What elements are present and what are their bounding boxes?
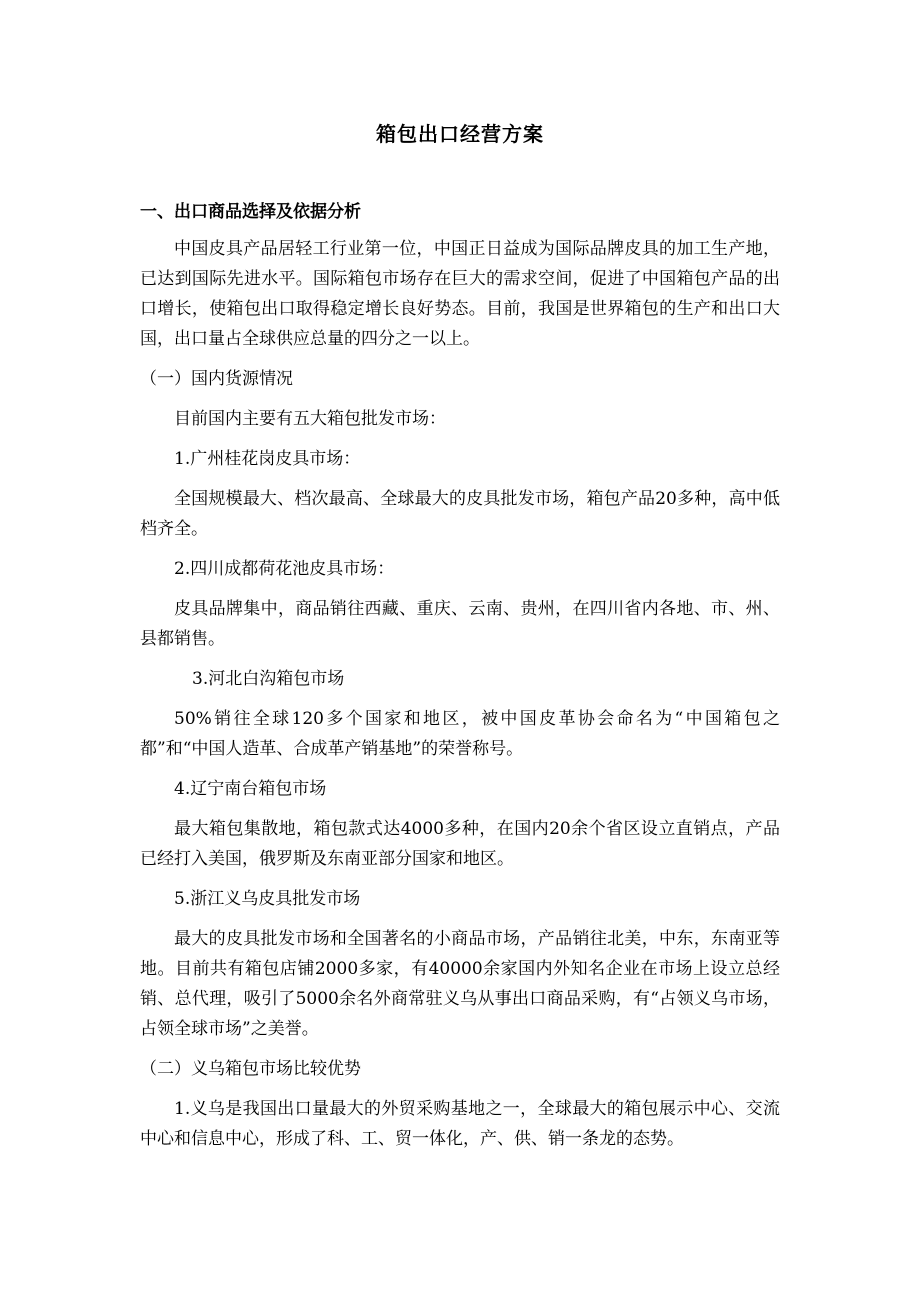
market-name: 3.河北白沟箱包市场 (192, 669, 345, 689)
market-description: 最大的皮具批发市场和全国著名的小商品市场，产品销往北美，中东，东南亚等地。目前共有箱包店铺2000多家，有40000余家国内外知名企业在市场上设立总经销、总代理，吸引了5000余名外商常驻义乌从事出口商品采购，有“占领义乌市场，占领全球市场”之美誉。 (140, 929, 780, 1039)
document-title: 箱包出口经营方案 (376, 122, 544, 146)
intro-paragraph: 中国皮具产品居轻工行业第一位，中国正日益成为国际品牌皮具的加工生产地，已达到国际先进水平。国际箱包市场存在巨大的需求空间，促进了中国箱包产品的出口增长，使箱包出口取得稳定增长良好势态。目前，我国是世界箱包的生产和出口大国，出口量占全球供应总量的四分之一以上。 (140, 239, 780, 349)
market-description: 全国规模最大、档次最高、全球最大的皮具批发市场，箱包产品20多种，高中低档齐全。 (140, 489, 780, 539)
subsection-heading: （一）国内货源情况 (140, 369, 293, 389)
market-name: 2.四川成都荷花池皮具市场： (174, 559, 395, 579)
markets-lead: 目前国内主要有五大箱包批发市场： (174, 409, 446, 429)
document-body (140, 197, 780, 1164)
subsection-heading: （二）义乌箱包市场比较优势 (140, 1059, 361, 1079)
advantage-paragraph: 1.义乌是我国出口量最大的外贸采购基地之一，全球最大的箱包展示中心、交流中心和信息中心，形成了科、工、贸一体化，产、供、销一条龙的态势。 (140, 1099, 780, 1149)
market-description: 最大箱包集散地，箱包款式达4000多种，在国内20余个省区设立直销点，产品已经打入美国，俄罗斯及东南亚部分国家和地区。 (140, 819, 780, 869)
market-name: 4.辽宁南台箱包市场 (174, 779, 327, 799)
market-description: 50%销往全球120多个国家和地区，被中国皮革协会命名为“中国箱包之都”和“中国人造革、合成革产销基地”的荣誉称号。 (140, 709, 780, 759)
market-description: 皮具品牌集中，商品销往西藏、重庆、云南、贵州，在四川省内各地、市、州、县都销售。 (140, 599, 780, 649)
market-name: 5.浙江义乌皮具批发市场 (174, 889, 361, 909)
market-name: 1.广州桂花岗皮具市场： (174, 449, 361, 469)
section-heading: 一、出口商品选择及依据分析 (140, 202, 361, 222)
